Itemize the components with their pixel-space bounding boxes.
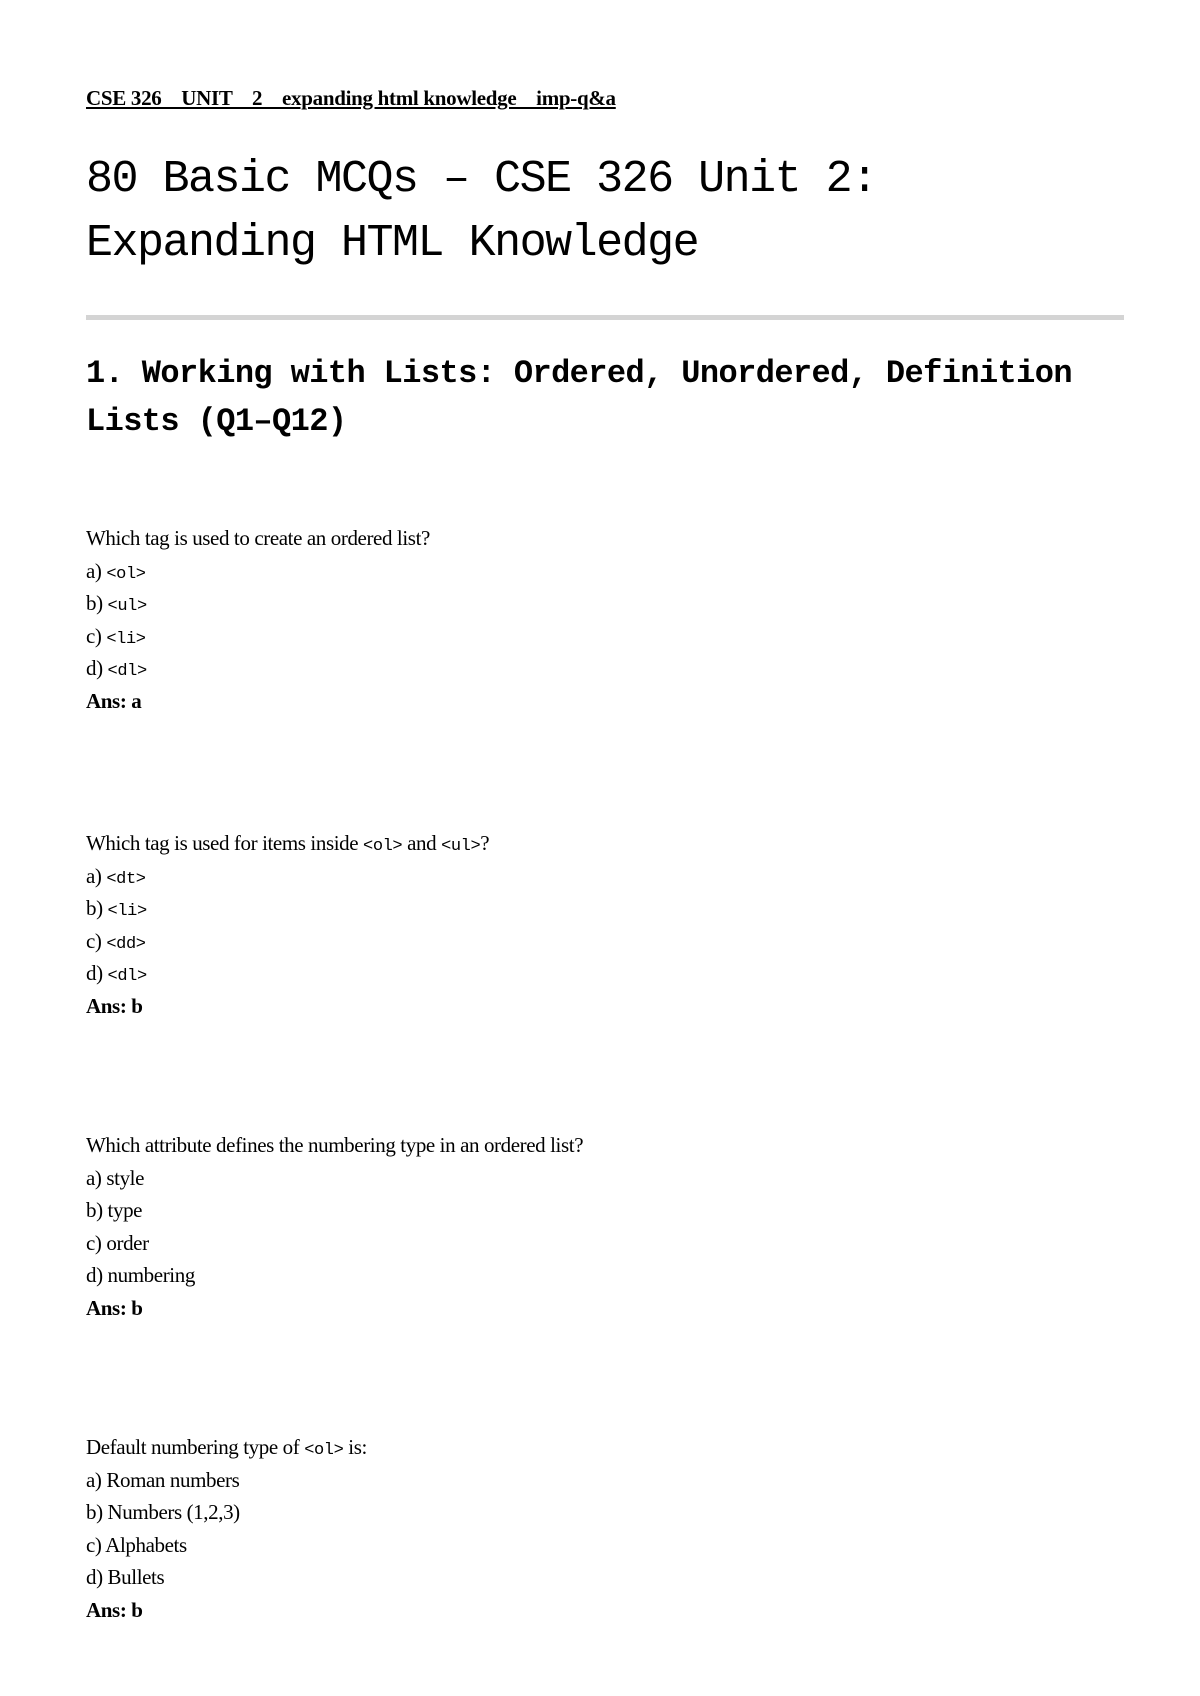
option-c: c) order <box>86 1230 149 1255</box>
answer-line: Ans: b <box>86 1597 143 1622</box>
option-c: c) <dd> <box>86 928 146 954</box>
answer-line: Ans: b <box>86 993 143 1018</box>
option-b: b) <ul> <box>86 591 147 616</box>
option-b: b) type <box>86 1198 143 1222</box>
question-text: Which tag is used to create an ordered list? <box>86 526 430 550</box>
answer-line: Ans: b <box>86 1295 143 1320</box>
question-text: Which attribute defines the numbering type in an ordered list? <box>86 1133 584 1157</box>
option-a: a) <ol> <box>86 558 146 584</box>
option-b: b) <li> <box>86 896 147 921</box>
option-a: a) <dt> <box>86 863 146 889</box>
question-block <box>86 1433 367 1624</box>
option-a: a) Roman numbers <box>86 1467 240 1492</box>
question-block <box>86 1131 583 1322</box>
document-title: 80 Basic MCQs – CSE 326 Unit 2: Expanding HTML Knowledge <box>86 154 877 269</box>
option-d: d) Bullets <box>86 1565 165 1589</box>
horizontal-rule <box>86 315 1124 320</box>
question-block <box>86 829 489 1020</box>
question-text: Which tag is used for items inside <ol> and <ul>? <box>86 831 490 856</box>
option-d: d) numbering <box>86 1263 195 1287</box>
question-block <box>86 524 430 715</box>
option-c: c) Alphabets <box>86 1532 187 1557</box>
option-c: c) <li> <box>86 623 146 649</box>
option-d: d) <dl> <box>86 656 147 681</box>
section-heading: 1. Working with Lists: Ordered, Unordered, Definition Lists (Q1–Q12) <box>86 355 1072 440</box>
option-b: b) Numbers (1,2,3) <box>86 1500 240 1524</box>
answer-line: Ans: a <box>86 688 142 713</box>
option-d: d) <dl> <box>86 961 147 986</box>
option-a: a) style <box>86 1165 145 1190</box>
running-header: CSE 326 UNIT 2 expanding html knowledge imp-q&a <box>86 86 616 110</box>
question-text: Default numbering type of <ol> is: <box>86 1435 367 1460</box>
